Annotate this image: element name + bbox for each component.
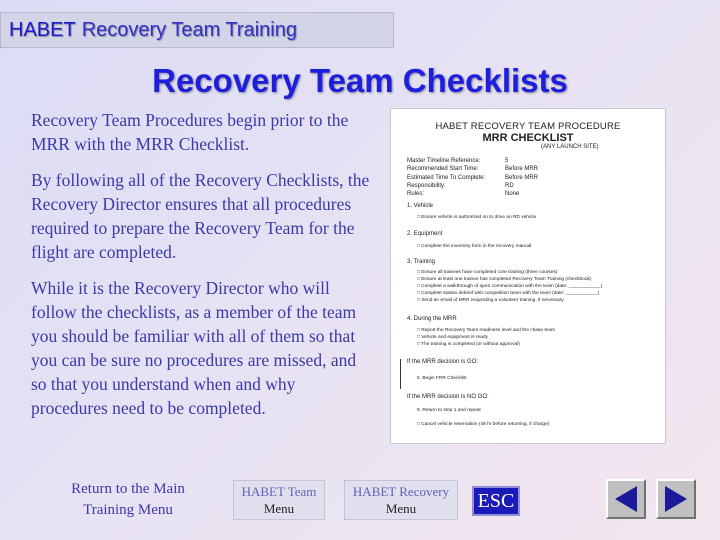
- doc-meta: Master Timeline Reference: 5 Recommended Start Time: Before MRR Estimated Time To Complete: Before MRR Responsibility: RD Rules: None: [407, 158, 539, 198]
- doc-item: □ Report the Recovery Team readiness level and the chase team: [417, 328, 555, 333]
- doc-section-vehicle: 1. Vehicle: [407, 203, 434, 209]
- body-text: [31, 108, 376, 432]
- return-main-menu-link[interactable]: Return to the Main Training Menu: [71, 481, 185, 518]
- doc-item: □ Ensure vehicle is authorized on to drive an RD vehicle: [417, 215, 537, 220]
- left-arrow-icon: [611, 484, 641, 514]
- habet-recovery-menu-button[interactable]: [344, 480, 458, 520]
- header-habet: HABET: [9, 18, 76, 41]
- habet-team-menu-label-1: HABET Team: [241, 484, 317, 499]
- doc-item: □ Vehicle and equipment is ready: [417, 335, 488, 340]
- paragraph-3: While it is the Recovery Director who will follow the checklists, as a member of the team you should be familiar with all of them so that you can be sure no procedures are missed, and so that you understand when and why procedures need to be completed.: [31, 278, 357, 418]
- doc-section-mrr: 4. During the MRR: [407, 316, 457, 322]
- header-banner: [0, 12, 394, 48]
- doc-item: □ Complete the inventory form in the recovery manual: [417, 244, 532, 249]
- doc-section-training: 3. Training: [407, 259, 436, 265]
- habet-team-menu-button[interactable]: [233, 480, 325, 520]
- checklist-document-image: [390, 108, 666, 444]
- page-title: Recovery Team Checklists: [152, 62, 568, 99]
- doc-item: □ Ensure all trainees have completed core training (three courses): [417, 270, 558, 275]
- doc-go: If the MRR decision is GO:: [407, 359, 479, 365]
- doc-item: □ Complete a walkthrough of open communication with the team (date: ____________): [417, 284, 603, 289]
- doc-item: □ Ensure at least one trainee has completed Recovery Team Training (checkbook): [417, 277, 592, 282]
- doc-section-equipment: 2. Equipment: [407, 231, 443, 237]
- habet-recovery-menu-label-2: Menu: [385, 501, 417, 516]
- header-subtitle: Recovery Team Training: [81, 18, 297, 41]
- right-arrow-icon: [661, 484, 691, 514]
- next-button[interactable]: [656, 479, 696, 519]
- doc-site: (ANY LAUNCH SITE): [541, 144, 599, 150]
- doc-item: □ Send an email of MRR requesting a volunteer training, if necessary: [417, 298, 564, 303]
- previous-button[interactable]: [606, 479, 646, 519]
- doc-title: HABET RECOVERY TEAM PROCEDURE: [435, 121, 621, 132]
- doc-checklist-title: MRR CHECKLIST: [482, 132, 574, 144]
- paragraph-1: Recovery Team Procedures begin prior to the MRR with the MRR Checklist.: [31, 110, 349, 154]
- doc-item: □ The training is completed (or without approval): [417, 342, 520, 347]
- habet-team-menu-label-2: Menu: [263, 501, 295, 516]
- esc-button[interactable]: ESC: [472, 486, 520, 516]
- doc-nogo: If the MRR decision is NO GO:: [407, 394, 489, 400]
- doc-item: 5. Return to step 1 and repeat: [417, 408, 481, 413]
- doc-item: 5. Begin FRR Checklist: [417, 376, 467, 381]
- habet-recovery-menu-label-1: HABET Recovery: [352, 484, 450, 499]
- paragraph-2: By following all of the Recovery Checklists, the Recovery Director ensures that all procedures required to prepare the Recovery Team for the flight are completed.: [31, 170, 370, 262]
- doc-bracket: [400, 359, 404, 389]
- doc-item: □ Complete station debrief with competition team with the team (date: ____________): [417, 291, 600, 296]
- doc-item: □ Cancel vehicle reservation (48 hr before returning, if charge): [417, 422, 550, 427]
